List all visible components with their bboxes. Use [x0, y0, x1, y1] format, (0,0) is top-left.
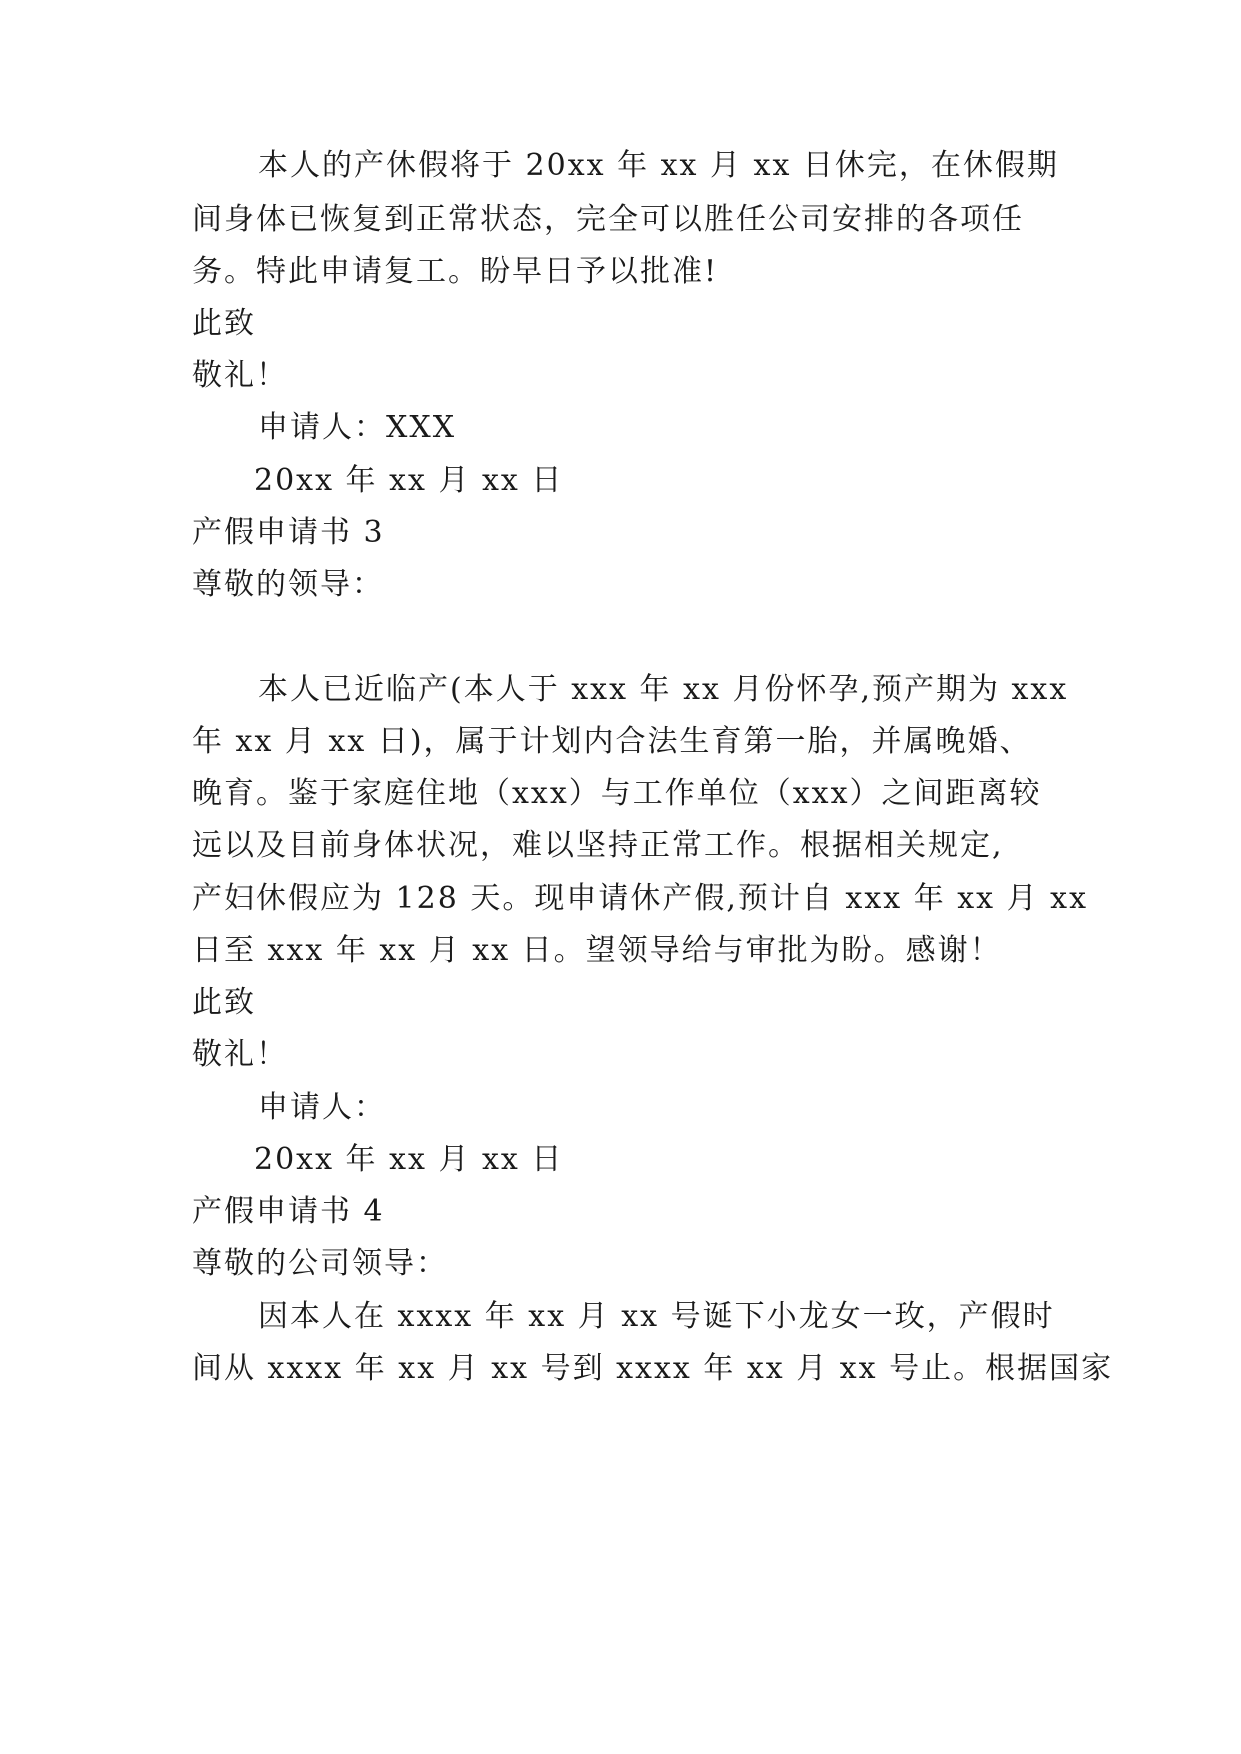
date-line: 20xx 年 xx 月 xx 日 [254, 463, 564, 498]
closing-line: 敬礼！ [192, 1037, 288, 1072]
paragraph-line: 本人的产休假将于 20xx 年 xx 月 xx 日休完，在休假期 [258, 148, 1059, 183]
closing-line: 敬礼！ [192, 358, 288, 393]
closing-line: 此致 [192, 306, 256, 341]
paragraph-line: 间身体已恢复到正常状态，完全可以胜任公司安排的各项任 [192, 202, 1024, 237]
paragraph-line: 本人已近临产(本人于 xxx 年 xx 月份怀孕,预产期为 xxx [258, 672, 1069, 707]
section-title: 产假申请书 3 [192, 515, 385, 550]
date-line: 20xx 年 xx 月 xx 日 [254, 1142, 564, 1177]
salutation: 尊敬的公司领导： [192, 1246, 448, 1281]
paragraph-line: 晚育。鉴于家庭住地（xxx）与工作单位（xxx）之间距离较 [192, 776, 1042, 811]
section-title: 产假申请书 4 [192, 1194, 385, 1229]
paragraph-line: 因本人在 xxxx 年 xx 月 xx 号诞下小龙女一玫，产假时 [258, 1299, 1055, 1334]
paragraph-line: 产妇休假应为 128 天。现申请休产假,预计自 xxx 年 xx 月 xx [192, 881, 1088, 916]
paragraph-line: 务。特此申请复工。盼早日予以批准! [192, 254, 719, 289]
applicant-line: 申请人：XXX [258, 410, 457, 445]
salutation: 尊敬的领导： [192, 567, 384, 602]
paragraph-line: 日至 xxx 年 xx 月 xx 日。望领导给与审批为盼。感谢！ [192, 933, 1002, 968]
closing-line: 此致 [192, 985, 256, 1020]
applicant-line: 申请人： [258, 1090, 386, 1125]
paragraph-line: 远以及目前身体状况，难以坚持正常工作。根据相关规定, [192, 828, 1004, 863]
paragraph-line: 年 xx 月 xx 日)，属于计划内合法生育第一胎，并属晚婚、 [192, 724, 1032, 759]
paragraph-line: 间从 xxxx 年 xx 月 xx 号到 xxxx 年 xx 月 xx 号止。根据国家 [192, 1351, 1114, 1386]
